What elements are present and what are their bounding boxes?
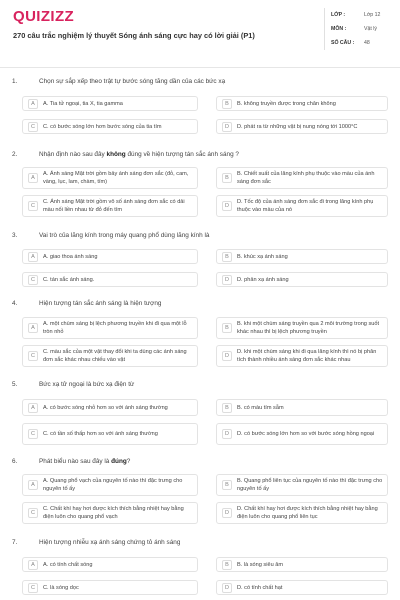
option-letter: A [28, 403, 38, 413]
page-header [0, 0, 400, 68]
option-letter: C [28, 508, 38, 518]
answer-option-b[interactable] [216, 249, 388, 264]
option-letter: A [28, 99, 38, 109]
question-2 [12, 151, 390, 158]
option-letter: D [222, 351, 232, 361]
option-text: B. Chiết suất của lăng kính phụ thuộc vào màu của ánh sáng đơn sắc [237, 171, 375, 185]
option-text: A. giao thoa ánh sáng [43, 253, 98, 260]
option-letter: B [222, 173, 232, 183]
answer-option-c[interactable] [22, 119, 198, 134]
answer-option-b[interactable] [216, 96, 388, 111]
question-text: Hiện tượng nhiễu xạ ánh sáng chứng tỏ ánh sáng [39, 539, 181, 546]
option-text: B. không truyền được trong chân không [237, 100, 336, 107]
question-number: 2. [12, 151, 18, 158]
option-text: C. là sóng dọc [43, 584, 79, 591]
answer-option-b[interactable] [216, 167, 388, 189]
option-letter: C [28, 429, 38, 439]
option-text: C. có bước sóng lớn hơn bước sóng của tia tím [43, 123, 162, 130]
option-text: B. Quang phổ liên tục của nguyên tố nào thì đặc trưng cho nguyên tố ấy [237, 478, 383, 492]
question-number: 5. [12, 381, 18, 388]
answer-option-d[interactable] [216, 502, 388, 524]
option-text: A. có tính chất sóng [43, 561, 93, 568]
question-text: Vai trò của lăng kính trong máy quang phổ dùng lăng kính là [39, 232, 210, 239]
option-text: C. Chất khí hay hơi được kích thích bằng nhiệt hay bằng điện luôn cho quang phổ vạch [43, 506, 184, 520]
option-text: D. khi một chùm sáng khi đi qua lăng kính thì nó bị phân tích thành nhiều ánh sáng đơn sắc khác nhau [237, 349, 377, 363]
meta-value: Vật lý [364, 26, 377, 32]
meta-label: MÔN : [331, 26, 347, 32]
question-5 [12, 381, 390, 388]
option-letter: A [28, 173, 38, 183]
question-text: Phát biểu nào sau đây là đúng? [39, 458, 131, 465]
option-letter: C [28, 201, 38, 211]
page-title: 270 câu trắc nghiệm lý thuyết Sóng ánh sáng cực hay có lời giải (P1) [13, 31, 255, 40]
question-3 [12, 232, 390, 239]
answer-option-b[interactable] [216, 474, 388, 496]
option-text: B. có màu tím sẫm [237, 404, 284, 411]
answer-option-d[interactable] [216, 195, 388, 217]
option-letter: B [222, 403, 232, 413]
option-letter: C [28, 275, 38, 285]
option-text: C. có tần số thấp hơn so với ánh sáng thường [43, 431, 158, 437]
meta-value: Lớp 12 [364, 12, 381, 18]
option-letter: A [28, 480, 38, 490]
option-text: B. khi một chùm sáng truyền qua 2 môi trường trong suốt khác nhau thì bị lệch phương truyền [237, 321, 380, 335]
option-letter: C [28, 122, 38, 132]
answer-option-b[interactable] [216, 317, 388, 339]
option-letter: D [222, 122, 232, 132]
option-text: D. Tốc độ của ánh sáng đơn sắc đi trong lăng kính phụ thuộc vào màu của nó [237, 199, 374, 213]
option-letter: C [28, 351, 38, 361]
option-letter: B [222, 323, 232, 333]
answer-option-c[interactable] [22, 580, 198, 595]
option-text: D. có bước sóng lớn hơn so với bước sóng hồng ngoại [237, 431, 375, 437]
option-letter: C [28, 583, 38, 593]
meta-label: SỐ CÂU : [331, 40, 355, 46]
meta-row-count [331, 36, 394, 50]
answer-option-c[interactable] [22, 272, 198, 287]
option-letter: D [222, 275, 232, 285]
meta-info-box [324, 8, 394, 50]
question-number: 1. [12, 78, 18, 85]
answer-option-a[interactable] [22, 474, 198, 496]
answer-option-a[interactable] [22, 557, 198, 572]
answer-option-d[interactable] [216, 580, 388, 595]
option-letter: B [222, 252, 232, 262]
option-letter: B [222, 560, 232, 570]
answer-option-c[interactable] [22, 423, 198, 445]
option-letter: D [222, 201, 232, 211]
meta-row-subject [331, 22, 394, 36]
question-number: 3. [12, 232, 18, 239]
option-letter: D [222, 429, 232, 439]
answer-option-a[interactable] [22, 167, 198, 189]
answer-option-a[interactable] [22, 96, 198, 111]
question-4 [12, 300, 390, 307]
answer-option-a[interactable] [22, 317, 198, 339]
option-text: B. khúc xạ ánh sáng [237, 253, 288, 260]
option-letter: B [222, 480, 232, 490]
answer-option-a[interactable] [22, 249, 198, 264]
question-number: 6. [12, 458, 18, 465]
option-text: C. tán sắc ánh sáng. [43, 276, 95, 283]
question-number: 4. [12, 300, 18, 307]
meta-label: LỚP : [331, 12, 346, 18]
option-text: C. màu sắc của một vật thay đổi khi ta dùng các ánh sáng đơn sắc khác nhau chiếu vào vật [43, 349, 187, 363]
answer-option-d[interactable] [216, 345, 388, 367]
option-letter: A [28, 252, 38, 262]
option-text: C. Ánh sáng Mặt trời gồm vô số ánh sáng đơn sắc có dải màu nối liền nhau từ đỏ đến tím [43, 199, 185, 213]
meta-value: 48 [364, 40, 370, 46]
answer-option-c[interactable] [22, 345, 198, 367]
question-7 [12, 539, 390, 546]
answer-option-d[interactable] [216, 119, 388, 134]
option-text: A. có bước sóng nhỏ hơn so với ánh sáng thường [43, 404, 168, 411]
answer-option-d[interactable] [216, 272, 388, 287]
question-number: 7. [12, 539, 18, 546]
question-1 [12, 78, 390, 85]
question-text: Hiện tượng tán sắc ánh sáng là hiện tượng [39, 300, 162, 307]
option-letter: B [222, 99, 232, 109]
option-text: A. Ánh sáng Mặt trời gồm bảy ánh sáng đơn sắc (đỏ, cam, vàng, lục, lam, chàm, tím) [43, 171, 189, 185]
question-text: Chọn sự sắp xếp theo trật tự bước sóng tăng dần của các bức xạ [39, 78, 226, 85]
option-text: A. Quang phổ vạch của nguyên tố nào thì đặc trưng cho nguyên tố ấy [43, 478, 183, 492]
meta-row-class [331, 8, 394, 22]
answer-option-c[interactable] [22, 502, 198, 524]
option-letter: A [28, 323, 38, 333]
option-text: D. có tính chất hạt [237, 584, 283, 591]
question-text: Nhận định nào sau đây không đúng về hiện tượng tán sắc ánh sáng ? [39, 151, 239, 158]
option-text: D. Chất khí hay hơi được kích thích bằng nhiệt hay bằng điện luôn cho quang phổ liên tục [237, 506, 378, 520]
answer-option-c[interactable] [22, 195, 198, 217]
answer-option-b[interactable] [216, 557, 388, 572]
question-6 [12, 458, 390, 465]
option-text: D. phát ra từ những vật bị nung nóng tới 1000°C [237, 123, 358, 130]
option-letter: D [222, 583, 232, 593]
quizizz-logo: QUIZIZZ [13, 8, 75, 25]
option-letter: D [222, 508, 232, 518]
option-text: A. một chùm sáng bị lệch phương truyền khi đi qua một lỗ tròn nhỏ [43, 321, 187, 335]
answer-option-d[interactable] [216, 423, 388, 445]
answer-option-a[interactable] [22, 399, 198, 416]
option-text: B. là sóng siêu âm [237, 561, 284, 568]
option-text: A. Tia tử ngoại, tia X, tia gamma [43, 100, 123, 107]
option-text: D. phản xạ ánh sáng [237, 276, 289, 283]
answer-option-b[interactable] [216, 399, 388, 416]
option-letter: A [28, 560, 38, 570]
question-text: Bức xạ tử ngoại là bức xạ điện từ [39, 381, 135, 388]
